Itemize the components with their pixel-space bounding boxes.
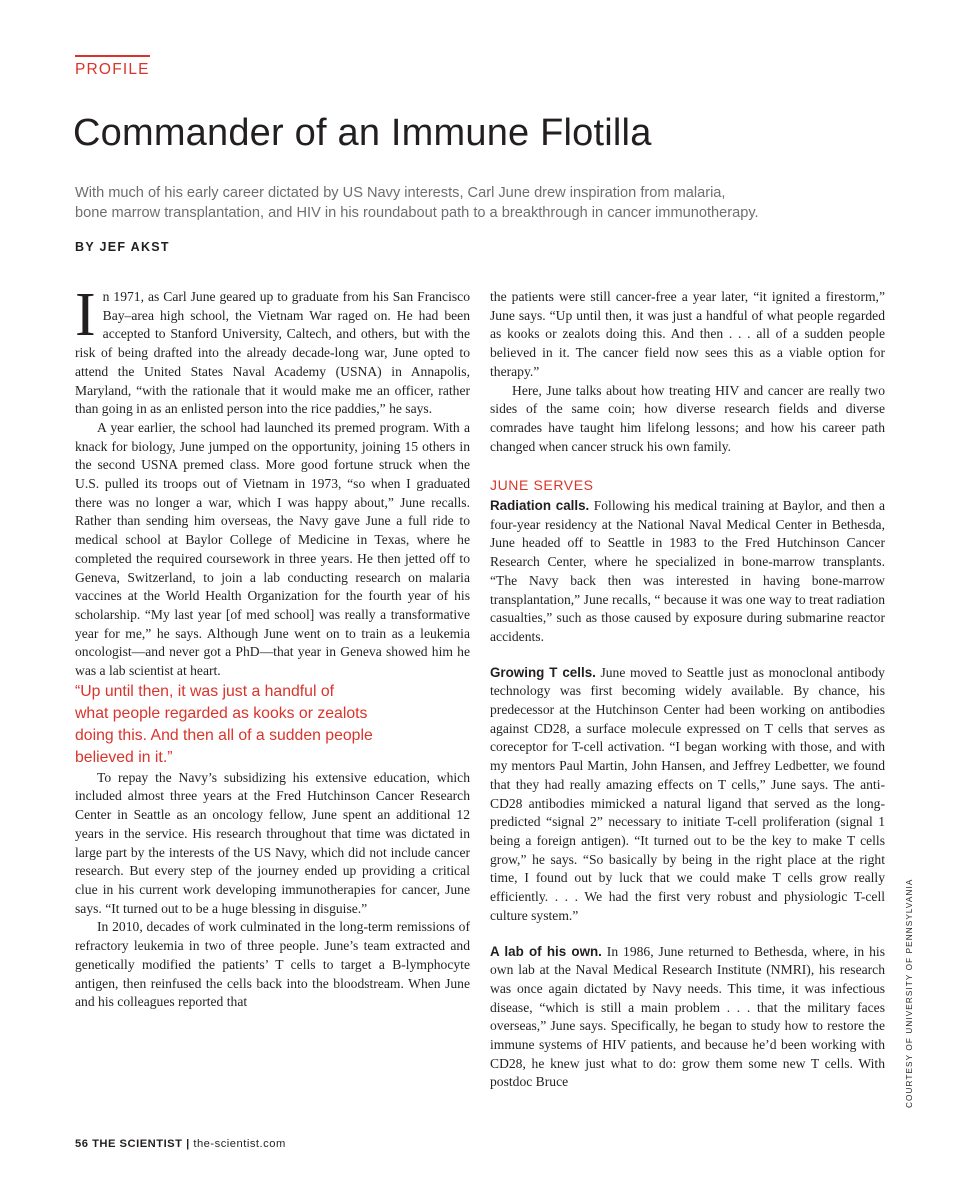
- paragraph-text: In 1986, June returned to Bethesda, where, in his own lab at the Naval Medical Research Institute (NMRI), his research was once again dictated by Navy needs. This time, it was infectious disease, “which is still a main problem . . . that the military faces overseas,” June says. Specifically, he began to study how to restore the immune systems of HIV patients, and because he’d been working with CD28, he knew just what to do: grow them some new T cells. With postdoc Bruce: [490, 943, 885, 1090]
- deck-line: bone marrow transplantation, and HIV in his roundabout path to a breakthrough in cancer immunotherapy.: [75, 205, 759, 222]
- section-label: PROFILE: [75, 61, 150, 78]
- website-link[interactable]: the-scientist.com: [193, 1138, 286, 1150]
- paragraph: [490, 497, 885, 647]
- paragraph: the patients were still cancer-free a year later, “it ignited a firestorm,” June says. “Up until then, it was just a handful of what people regarded as kooks or zealots doing this. And then . . . all of a sudden people believed in it. The cancer field now sees this as a viable option for therapy.”: [490, 289, 885, 379]
- drop-cap: I: [75, 281, 96, 349]
- paragraph: [490, 664, 885, 926]
- left-column: [75, 281, 470, 1012]
- footer-separator: |: [186, 1138, 190, 1150]
- magazine-name: THE SCIENTIST: [92, 1138, 183, 1150]
- right-column: [490, 288, 885, 1092]
- run-in-head: Growing T cells.: [490, 664, 596, 680]
- run-in-head: Radiation calls.: [490, 498, 590, 514]
- photo-credit: COURTESY OF UNIVERSITY OF PENNSYLVANIA: [905, 878, 914, 1108]
- deck-line: With much of his early career dictated by US Navy interests, Carl June drew inspiration from malaria,: [75, 185, 726, 201]
- paragraph: [490, 943, 885, 1093]
- section-rule: [75, 55, 150, 57]
- paragraph: To repay the Navy’s subsidizing his extensive education, which included almost three years at the Fred Hutchinson Cancer Research Center in Seattle as an oncology fellow, June spent an additional 12 years in the service. His research throughout that time was dictated in large part by the interests of the US Navy, which did not include cancer research. But every step of the journey ended up providing a critical clue in his current work developing immunotherapies for cancer, June says. “It turned out to be a huge blessing in disguise.”: [75, 769, 470, 916]
- run-in-head: A lab of his own.: [490, 943, 602, 959]
- paragraph: Here, June talks about how treating HIV and cancer are really two sides of the same coin; how diverse research fields and diverse comrades have taught him lifelong lessons; and how his career path changed when cancer struck his own family.: [490, 382, 885, 454]
- section-subhead: JUNE SERVES: [490, 477, 594, 494]
- page-footer: [75, 1138, 286, 1150]
- paragraph-text: June moved to Seattle just as monoclonal antibody technology was first becoming widely available. By chance, his predecessor at the Hutchinson Center had been working on antibodies against CD28, a surface molecule expressed on T cells that serves as coreceptor for T-cell activation. “I began working with those, and with my mentors Paul Martin, John Hansen, and Jeffrey Ledbetter, we found that they had really amazing effects on T cells,” June says. The anti-CD28 antibodies mimicked a natural ligand that served as the long-predicted “signal 2” necessary to initiate T-cell proliferation (signal 1 being a foreign antigen). “It turned out to be the key to make T cells grow,” he says. “So basically by being in the right place at the right time, I found out by luck that we could make T cells grow really efficiently. . . . We had the first very robust and physiologic T-cell culture system.”: [490, 664, 885, 923]
- pull-quote-line: “Up until then, it was just a handful of: [75, 682, 335, 700]
- pull-quote: [75, 681, 470, 769]
- pull-quote-line: what people regarded as kooks or zealots: [75, 704, 368, 722]
- byline: BY JEF AKST: [75, 240, 170, 254]
- article-title: Commander of an Immune Flotilla: [73, 112, 652, 154]
- paragraph-text: Following his medical training at Baylor, and then a four-year residency at the National Naval Medical Center in Bethesda, June headed off to Seattle in 1983 to the Fred Hutchinson Cancer Research Center, where he specialized in bone-marrow transplants. “The Navy back then was interested in having bone-marrow transplantation,” June recalls, “ because it was one way to treat radiation casualties,” such as those caused by exposure during submarine reactor accidents.: [490, 498, 885, 644]
- paragraph-text: n 1971, as Carl June geared up to graduate from his San Francisco Bay–area high school, the Vietnam War raged on. He had been accepted to Stanford University, Caltech, and others, but with the risk of being drafted into the already decade-long war, June opted to attend the United States Naval Academy (USNA) in Annapolis, Maryland, “with the rationale that it would make me an officer, rather than going in as an enlisted person into the rice paddies,” he says.: [75, 289, 470, 417]
- page-number: 56: [75, 1138, 89, 1150]
- pull-quote-line: doing this. And then all of a sudden people: [75, 726, 373, 744]
- paragraph: [75, 281, 470, 419]
- article-deck: [75, 183, 895, 224]
- pull-quote-line: believed in it.”: [75, 748, 173, 766]
- paragraph: A year earlier, the school had launched its premed program. With a knack for biology, June jumped on the opportunity, joining 15 others in the second USNA premed class. More good fortune struck when the U.S. pulled its troops out of Vietnam in 1973, “so when I graduated there was no longer a war, which I was happy about,” June recalls. Rather than sending him overseas, the Navy gave June a full ride to medical school at Baylor College of Medicine in Texas, where he completed the required coursework in three years. He then jetted off to Geneva, Switzerland, to join a lab conducting research on malaria vaccines at the World Health Organization for the fourth year of his scholarship. “My last year [of med school] was really a transformative year for me,” he says. Although June went on to train as a leukemia oncologist—and never got a PhD—that year in Geneva showed him he was a lab scientist at heart.: [75, 419, 470, 679]
- paragraph: In 2010, decades of work culminated in the long-term remissions of refractory leukemia in two of three people. June’s team extracted and genetically modified the patients’ T cells to target a B-lymphocyte antigen, then reinfused the cells back into the bloodstream. When June and his colleagues reported that: [75, 919, 470, 1010]
